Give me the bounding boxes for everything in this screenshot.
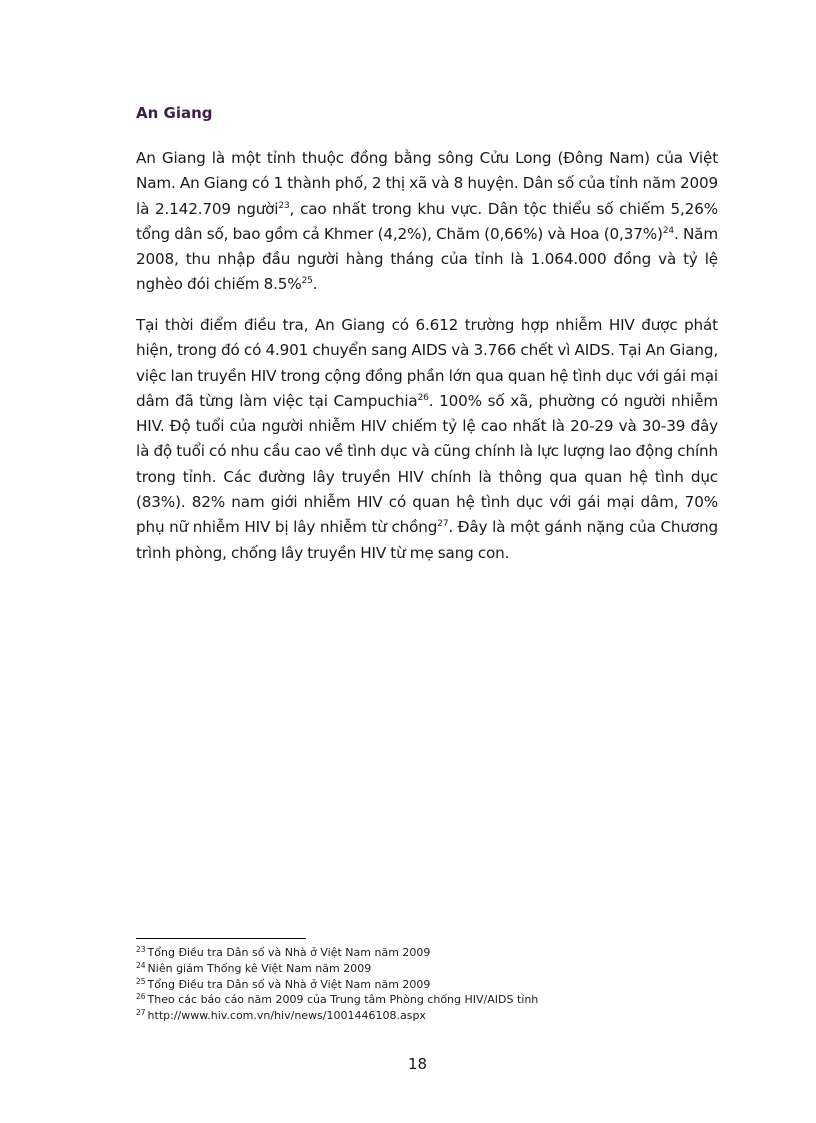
paragraph-text: An Giang là một tỉnh thuộc đồng bằng sông Cửu Long (Đông Nam) của Việt Nam. An Giang có 1 thành phố, 2 thị xã và 8 huyện. Dân số của tỉnh năm 2009 là 2.142.709 người — [136, 149, 718, 218]
footnote-text: Tổng Điều tra Dân số và Nhà ở Việt Nam năm 2009 — [147, 946, 431, 959]
footnote-text: Niên giám Thống kê Việt Nam năm 2009 — [147, 961, 372, 975]
footnote-item — [136, 992, 718, 1008]
footnote-number: 26 — [136, 992, 146, 1002]
paragraph-overview — [136, 146, 718, 298]
footnote-ref[interactable]: 23 — [278, 200, 290, 211]
footnote-text: Tổng Điều tra Dân số và Nhà ở Việt Nam năm 2009 — [147, 977, 431, 991]
paragraph-text: . 100% số xã, phường có người nhiễm HIV. Độ tuổi của người nhiễm HIV chiếm tỷ lệ cao nhất là 20-29 và 30-39 đây là độ tuổi có nhu cầu cao về tình dục và cũng chính là lực lượng lao động chính trong tỉnh. Các đường lây truyền HIV chính là thông qua quan hệ tình dục (83%). 82% nam giới nhiễm HIV có quan hệ tình dục với gái mại dâm, 70% phụ nữ nhiễm HIV bị lây nhiễm từ chồng — [136, 391, 718, 537]
footnote-item — [136, 1008, 718, 1024]
footnotes-list — [136, 945, 718, 1024]
section-heading: An Giang — [136, 104, 213, 122]
footnote-number: 25 — [136, 976, 146, 986]
footnote-number: 27 — [136, 1008, 146, 1018]
paragraph-text: . — [312, 275, 318, 294]
footnote-item — [136, 977, 718, 993]
footnote-number: 24 — [136, 960, 146, 970]
paragraph-hiv-situation — [136, 313, 718, 566]
footnote-separator — [136, 938, 306, 939]
footnote-ref[interactable]: 24 — [662, 225, 674, 236]
footnote-item — [136, 961, 718, 977]
footnote-number: 23 — [136, 945, 146, 954]
paragraph-text: , cao nhất trong khu vực. Dân tộc thiểu số chiếm 5,26% tổng dân số, bao gồm cả Khmer (4,2%), Chăm (0,66%) và Hoa (0,37%) — [136, 199, 718, 243]
footnote-item — [136, 945, 718, 961]
paragraph-text: Tại thời điểm điều tra, An Giang có 6.612 trường hợp nhiễm HIV được phát hiện, trong đó có 4.901 chuyển sang AIDS và 3.766 chết vì AIDS. Tại An Giang, việc lan truyền HIV trong cộng đồng phần lớn qua quan hệ tình dục với gái mại dâm đã từng làm việc tại Campuchia — [136, 316, 718, 410]
footnote-ref[interactable]: 26 — [417, 392, 429, 403]
footnote-text: Theo các báo cáo năm 2009 của Trung tâm Phòng chống HIV/AIDS tỉnh — [147, 993, 539, 1007]
footnote-ref[interactable]: 27 — [437, 519, 449, 530]
footnote-link[interactable]: http://www.hiv.com.vn/hiv/news/1001446108.aspx — [147, 1009, 426, 1023]
footnote-ref[interactable]: 25 — [301, 276, 313, 287]
paragraph-text: . Đây là một gánh nặng của Chương trình phòng, chống lây truyền HIV từ mẹ sang con. — [136, 518, 718, 562]
page-number: 18 — [408, 1055, 428, 1073]
paragraph-text: . Năm 2008, thu nhập đầu người hàng tháng của tỉnh là 1.064.000 đồng và tỷ lệ nghèo đói chiếm 8.5% — [136, 224, 718, 294]
